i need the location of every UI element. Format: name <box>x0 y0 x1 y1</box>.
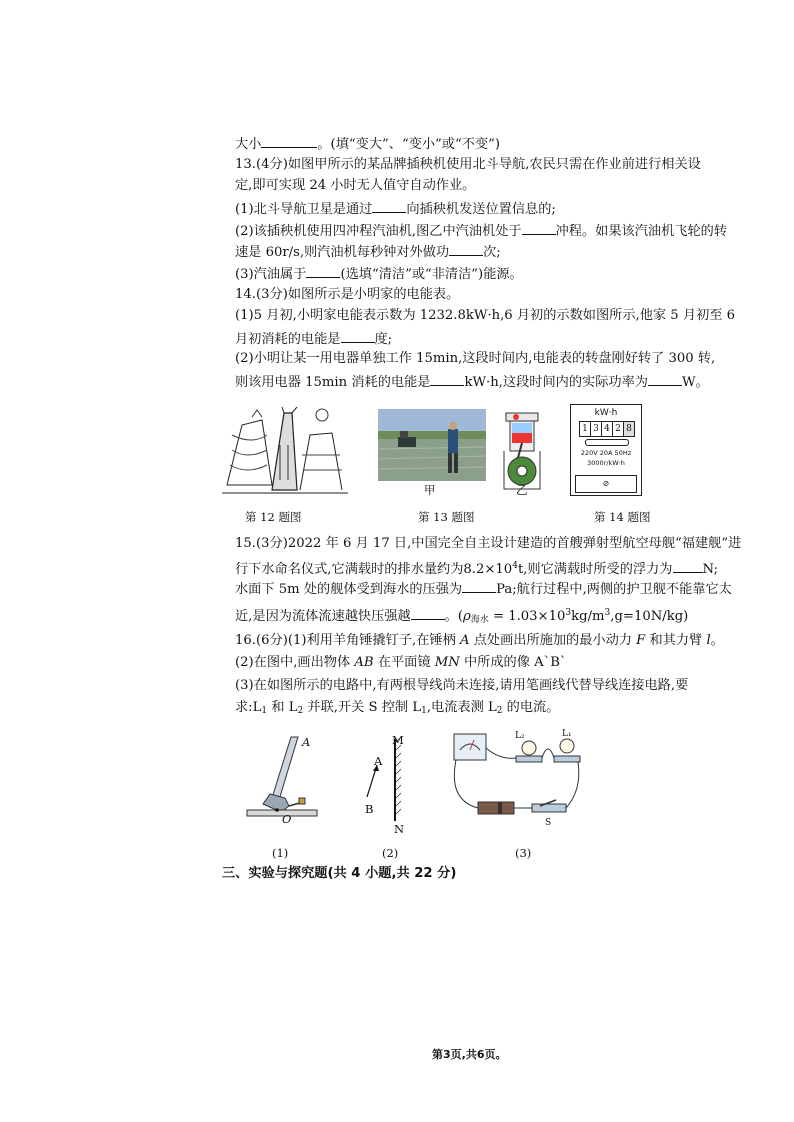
q13-line-6: (3)汽油属于 (选填“清洁”或“非清洁”)能源。 <box>235 264 523 284</box>
meter-base <box>575 475 637 493</box>
q13-line-3: (1)北斗导航卫星是通过 向插秧机发送位置信息的; <box>235 199 556 219</box>
figure-12-caption: 第 12 题图 <box>245 510 302 524</box>
hammer-label-o: O <box>282 812 292 826</box>
answer-blank[interactable] <box>372 199 406 213</box>
meter-unit: kW·h <box>594 408 618 418</box>
page-footer: 第3页,共6页。 <box>432 1048 507 1061</box>
figure-16-1-caption: (1) <box>272 846 289 860</box>
meter-rev: 3000r/kW·h <box>587 459 625 467</box>
q15-line-2: 行下水命名仪式,它满载时的排水量约为$8.2\times 10^4t$,则它满载时所受的浮力为 N; <box>235 561 719 577</box>
circuit-label-s: S <box>545 818 552 828</box>
meter-digit: 4 <box>602 422 613 436</box>
figure-12-sketch <box>222 405 348 495</box>
figure-16-3-caption: (3) <box>515 846 532 860</box>
answer-blank[interactable] <box>306 264 340 278</box>
q13-line-1: 13.(4分)如图甲所示的某品牌插秧机使用北斗导航,农民只需在作业前进行相关设 <box>235 157 701 172</box>
hammer-label-a: A <box>302 735 311 749</box>
meter-digit: 3 <box>591 422 602 436</box>
mirror-label-a: A <box>374 754 383 768</box>
q13-line-5: 速是 60r/s,则汽油机每秒钟对外做功 次; <box>235 242 501 262</box>
answer-blank[interactable] <box>341 329 375 343</box>
q15-line-3: 水面下 5m 处的舰体受到海水的压强为 Pa;航行过程中,两侧的护卫舰不能靠它太 <box>235 579 732 599</box>
meter-digit: 1 <box>580 422 591 436</box>
meter-disc <box>585 439 629 446</box>
q14-line-2: (1)5 月初,小明家电能表示数为 1232.8kW·h,6 月初的示数如图所示,他家 5 月初至 6 <box>235 308 736 323</box>
section-title: 三、实验与探究题(共 4 小题,共 22 分) <box>222 866 457 881</box>
answer-blank[interactable] <box>648 372 682 386</box>
mirror-label-n: N <box>394 822 405 836</box>
figure-13-caption: 第 13 题图 <box>418 510 475 524</box>
meter-bottom-mark: ⊘ <box>602 479 610 488</box>
q13-line-4: (2)该插秧机使用四冲程汽油机,图乙中汽油机处于 冲程。如果该汽油机飞轮的转 <box>235 221 727 241</box>
meter-window <box>579 421 635 437</box>
q16-line-4: 求$:L_1$ 和 $L_2$ 并联,开关 S 控制 $L_1$,电流表测 $L_2$ 的电流。 <box>235 700 560 716</box>
q13-line-2: 定,即可实现 24 小时无人值守自动作业。 <box>235 178 476 193</box>
meter-digit: 8 <box>624 422 634 436</box>
figure-16-2-mirror <box>355 735 415 830</box>
answer-blank[interactable] <box>430 372 464 386</box>
figure-14-meter <box>570 404 642 496</box>
answer-blank[interactable] <box>411 606 445 620</box>
figure-16-3-circuit <box>448 730 584 832</box>
answer-blank[interactable] <box>522 221 556 235</box>
answer-blank[interactable] <box>462 579 496 593</box>
q15-line-4: 近,是因为流体流速越快压强越 。$(\rho_{海水} = 1.03\times 10^3kg/m^3,g=10N/kg)$ <box>235 608 689 625</box>
q14-line-1: 14.(3分)如图所示是小明家的电能表。 <box>235 287 460 302</box>
circuit-label-l1: L₁ <box>562 729 572 739</box>
q16-line-2: (2)在图中,画出物体 AB 在平面镜 MN 中所成的像 A`B` <box>235 655 567 670</box>
q16-line-1: 16.(6分)(1)利用羊角锤撬钉子,在锤柄 A 点处画出所施加的最小动力 F 和其力臂 l。 <box>235 633 724 648</box>
circuit-label-l2: L₂ <box>515 731 525 741</box>
q14-line-4: (2)小明让某一用电器单独工作 15min,这段时间内,电能表的转盘刚好转了 300 转, <box>235 351 716 366</box>
answer-blank[interactable] <box>673 559 703 573</box>
answer-blank[interactable] <box>261 134 317 148</box>
q14-line-3: 月初消耗的电能是 度; <box>235 329 392 349</box>
q14-line-5: 则该用电器 15min 消耗的电能是 kW·h,这段时间内的实际功率为 W。 <box>235 372 709 392</box>
q16-line-3: (3)在如图所示的电路中,有两根导线尚未连接,请用笔画线代替导线连接电路,要 <box>235 678 689 693</box>
figure-13-label-yi: 乙 <box>516 483 528 497</box>
figure-16-2-caption: (2) <box>382 846 399 860</box>
q12-tail-line: 大小 。(填“变大”、“变小”或“不变”) <box>235 134 500 154</box>
meter-spec: 220V 20A 50Hz <box>580 449 632 457</box>
mirror-label-m: M <box>392 733 404 747</box>
meter-digit: 2 <box>613 422 624 436</box>
answer-blank[interactable] <box>449 242 483 256</box>
figure-14-caption: 第 14 题图 <box>594 510 651 524</box>
mirror-label-b: B <box>365 802 374 816</box>
q15-line-1: 15.(3分)2022 年 6 月 17 日,中国完全自主设计建造的首艘弹射型航空母舰“福建舰”进 <box>235 536 742 551</box>
figure-13-label-jia: 甲 <box>424 483 436 497</box>
figure-13-photo <box>378 409 486 481</box>
